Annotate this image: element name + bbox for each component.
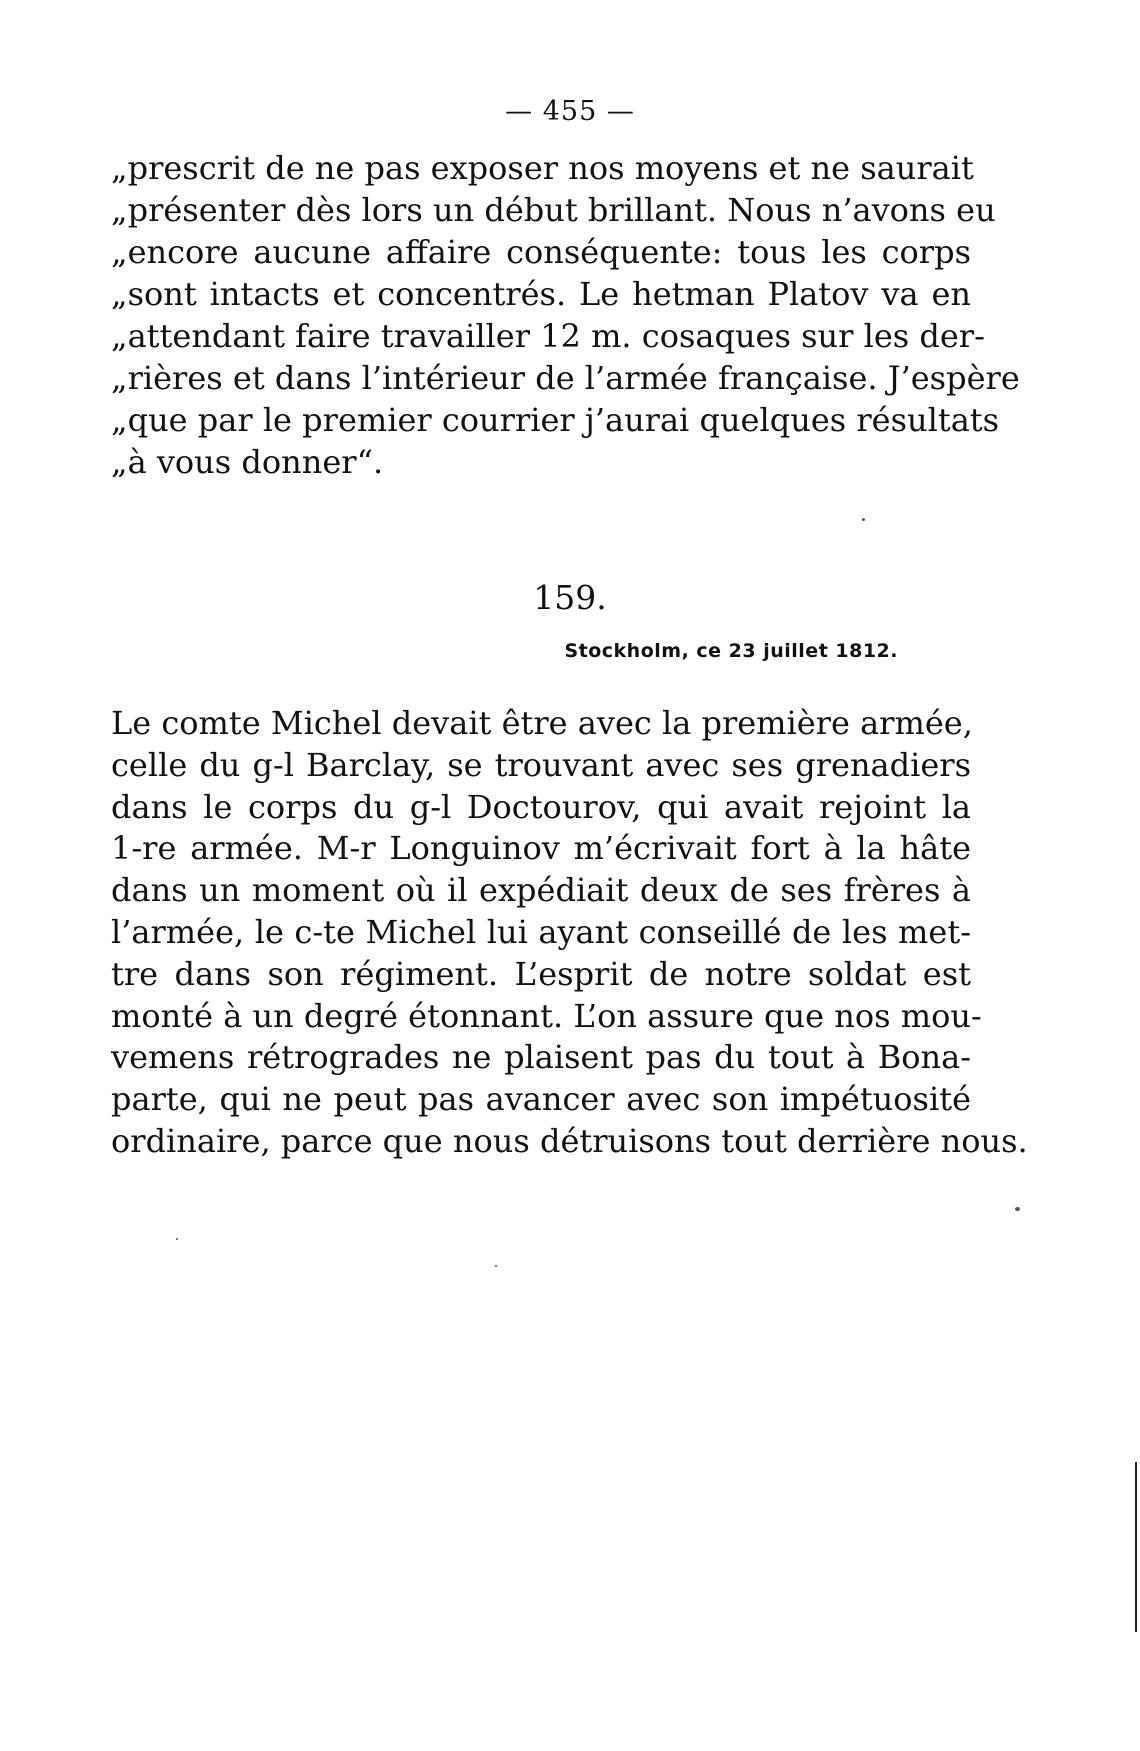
- body-line: dans un moment où il expédiait deux de ses frères à: [111, 871, 971, 910]
- body-line: vemens rétrogrades ne plaisent pas du tout à Bona-: [111, 1038, 971, 1077]
- quote-line: „sont intacts et concentrés. Le hetman Platov va en: [111, 275, 971, 313]
- body-line: celle du g-l Barclay, se trouvant avec ses grenadiers: [111, 745, 971, 784]
- quote-line: „que par le premier courrier j’aurai quelques résultats: [111, 401, 1000, 439]
- quote-line: „encore aucune affaire conséquente: tous les corps: [111, 233, 971, 271]
- quote-line: „prescrit de ne pas exposer nos moyens et ne saurait: [111, 149, 974, 187]
- body-line: l’armée, le c-te Michel lui ayant conseillé de les met-: [111, 912, 971, 951]
- body-line: ordinaire, parce que nous détruisons tout derrière nous.: [111, 1121, 1028, 1160]
- body-line: dans le corps du g-l Doctourov, qui avait rejoint la: [111, 787, 971, 826]
- body-line: monté à un degré étonnant. L’on assure que nos mou-: [111, 996, 982, 1035]
- body-line: Le comte Michel devait être avec la première armée,: [111, 704, 973, 742]
- paper-speck: [176, 1238, 178, 1240]
- quote-line: „présenter dès lors un début brillant. Nous n’avons eu: [111, 191, 996, 229]
- paper-speck: [862, 518, 865, 521]
- paper-speck: [1015, 1207, 1020, 1211]
- quote-line: „à vous donner“.: [111, 443, 384, 481]
- paper-speck: [495, 1265, 497, 1267]
- quoted-letter-continuation: [111, 147, 1020, 483]
- letter-dateline: Stockholm, ce 23 juillet 1812.: [564, 640, 898, 662]
- body-line: 1-re armée. M-r Longuinov m’écrivait fort à la hâte: [111, 829, 971, 868]
- page-number: — 455 —: [505, 96, 635, 127]
- quote-line: „attendant faire travailler 12 m. cosaques sur les der-: [111, 317, 985, 355]
- letter-number-heading: 159.: [533, 578, 607, 617]
- page-edge-mark: [1135, 1462, 1137, 1632]
- letter-body: [111, 703, 1028, 1163]
- body-line: tre dans son régiment. L’esprit de notre soldat est: [111, 954, 971, 993]
- body-line: parte, qui ne peut pas avancer avec son impétuosité: [111, 1080, 971, 1119]
- quote-line: „rières et dans l’intérieur de l’armée française. J’espère: [111, 359, 1020, 397]
